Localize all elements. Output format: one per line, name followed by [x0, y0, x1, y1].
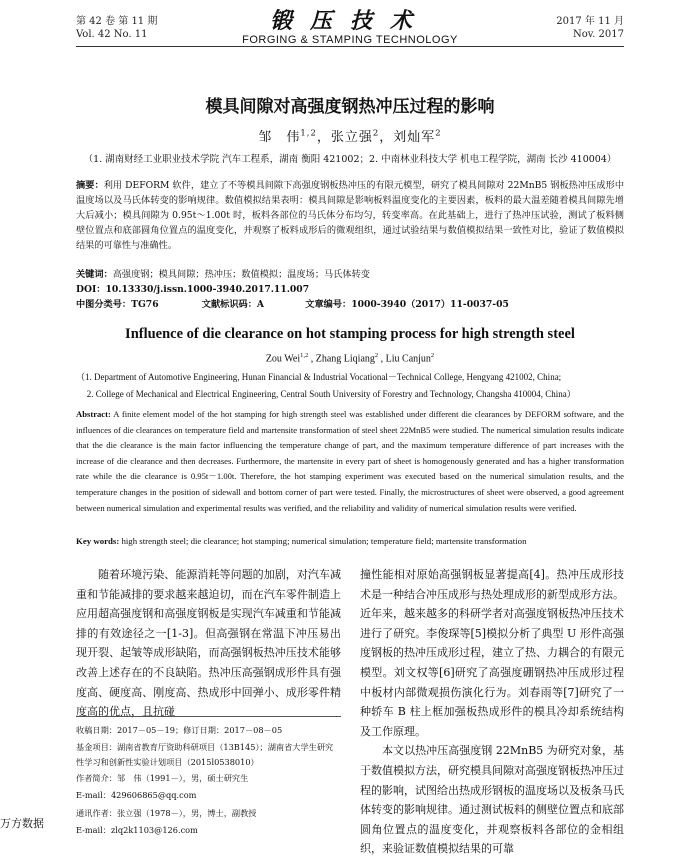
abstract-cn: [76, 178, 624, 253]
classification-line: [76, 297, 624, 312]
body-column-left: [76, 565, 341, 722]
abstract-cn-text: 利用 DEFORM 软件，建立了不等模具间隙下高强度钢板热冲压的有限元模型，研究了模具间隙对 22MnB5 钢板热冲压成形中温度场以及马氏体转变的影响规律。数值模拟结果表明：模具间隙是影响板料温度变化的主要因素，板料的最大温差随着模具间隙先增大后减小；模具间隙为 0.95t～1.00t 时，板料各部位的马氏体分布均匀，转变率高。在此基础上，进行了热冲压试验，测试了板料侧壁位置点和底部圆角位置点的温度变化，并观察了板料成形后的微观组织，通过试验结果与数值模拟结果一致性对比，验证了数值模拟结果的可靠性与准确性。: [76, 180, 625, 251]
paper-title-cn: 模具间隙对高强度钢热冲压过程的影响: [205, 97, 495, 117]
authors-en: Zou Wei$^{1,2}$ , Zhang Liqiang$^2$ , Liu Canjun$^2$: [265, 352, 435, 365]
authors-cn: 邹 伟$^{1,2}$，张立强$^2$，刘灿军$^2$: [258, 127, 442, 145]
abstract-en: [76, 407, 624, 516]
abstract-en-label: Abstract:: [76, 409, 111, 419]
footnote-email: E-mail：429606865@qq.com: [76, 790, 197, 800]
affiliation-cn: （1. 湖南财经工业职业技术学院 汽车工程系，湖南 衡阳 421002；2. 中南林业科技大学 机电工程学院，湖南 长沙 410004）: [83, 154, 617, 165]
date-cn: 2017 年 11 月: [556, 16, 624, 27]
keywords-en-label: Key words:: [76, 536, 120, 546]
journal-name-cn: 锻压技术: [269, 8, 430, 34]
body-paragraph: 随着环境污染、能源消耗等问题的加剧，对汽车减重和节能减排的要求越来越迫切，而在汽车零件制造上应用超高强度钢和高强度钢板是实现汽车减重和节能减排的有效途径之一[1-3]。但高强钢在常温下冲压易出现开裂、起皱等成形缺陷，而高强钢板热冲压技术能够改善上述存在的不良缺陷。热冲压高强钢成形件具有强度高、硬度高、刚度高、热成形中回弹小、成形零件精度高的优点，且抗碰: [76, 568, 341, 719]
footnote-fund: 基金项目：湖南省教育厅资助科研项目（13B145）；湖南省大学生研究性学习和创新性实验计划项目（2015l0538010）: [76, 741, 334, 767]
date-en: Nov. 2017: [572, 29, 624, 40]
doi-label: DOI：: [76, 284, 106, 295]
watermark: 万方数据: [0, 817, 44, 830]
abstract-en-text: A finite element model of the hot stamping for high strength steel was established under different die clearances by DEFORM software, and the influences of die clearances on temperature field and martensite transformation of steel sheet 22MnB5 were studied. The numerical simulation results indicate that the die clearance is the main factor influencing the temperature change of part, and the maximum temperature difference of part increases with the increase of die clearance and then decreases. Furthermore, the martensite in every part of sheet is homogenously generated and has a higher transformation rate while the die clearance is 0.95t－1.00t. Therefore, the hot stamping experiment was executed based on the numerical simulation results, and the temperature changes in the position of sidewall and bottom corner of part were tested. Finally, the microstructures of sheet were observed, a good agreement between numerical simulation and experimental results was verified, and the reliability and validity of numerical simulation results were verified.: [76, 409, 624, 513]
keywords-cn: [76, 267, 624, 282]
keywords-cn-label: 关键词：: [76, 269, 113, 280]
affiliation-en-line: 2. College of Mechanical and Electrical Engineering, Central South University of Forestry and Technology, Changsha 410004, China）: [86, 389, 576, 399]
doc-code-label: 文献标识码：: [201, 299, 257, 310]
volume-en: Vol. 42 No. 11: [76, 29, 148, 40]
body-paragraph: 本文以热冲压高强度钢 22MnB5 为研究对象，基于数值模拟方法，研究模具间隙对高强度钢板热冲压过程的影响，试图给出热成形钢板的温度场以及板条马氏体转变的影响规律。通过测试板料的侧壁位置点和底部圆角位置点的温度变化，并观察板料各部位的金相组织，来验证数值模拟结果的可靠: [360, 744, 624, 856]
footnote-corr-email: E-mail：zlq2k1103@126.com: [76, 825, 198, 835]
footnotes: [76, 722, 341, 840]
paper-title-en: Influence of die clearance on hot stamping process for high strength steel: [125, 326, 575, 342]
footnote-received: 收稿日期：2017－05－19；修订日期：2017－08－05: [76, 725, 283, 735]
clc-value: TG76: [131, 299, 159, 310]
header-rule: [76, 46, 624, 47]
doc-code-value: A: [256, 299, 265, 310]
article-no-label: 文章编号：: [305, 299, 352, 310]
affiliation-en: [76, 369, 624, 403]
clc-label: 中图分类号：: [76, 299, 132, 310]
footnote-rule: [76, 716, 341, 717]
abstract-cn-label: 摘要：: [76, 180, 104, 191]
keywords-cn-text: 高强度钢；模具间隙；热冲压；数值模拟；温度场；马氏体转变: [112, 269, 370, 280]
doi: [76, 282, 624, 297]
volume-cn: 第 42 卷 第 11 期: [76, 16, 158, 27]
footnote-corresponding: 通讯作者：张立强（1978－），男，博士，副教授: [76, 807, 257, 818]
body-paragraph: 撞性能相对原始高强钢板显著提高[4]。热冲压成形技术是一种结合冲压成形与热处理成形的新型成形方法。近年来，越来越多的科研学者对高强度钢板热冲压技术进行了研究。李俊琛等[5]模拟分析了典型 U 形件高强度钢板的热冲压成形过程，建立了热、力耦合的有限元模型。刘文权等[6]研究了高强度硼钢热冲压成形过程中板材内部微观损伤演化行为。刘春雨等[7]研究了一种轿车 B 柱上框加强板热成形件的模具冷却系统结构及工作原理。: [360, 568, 624, 738]
header-date: [556, 15, 624, 41]
keywords-en: [76, 536, 624, 546]
keywords-en-text: high strength steel; die clearance; hot stamping; numerical simulation; temperature field; martensite transformation: [119, 536, 527, 546]
affiliation-en-line: （1. Department of Automotive Engineering, Hunan Financial & Industrial Vocational－Technical College, Hengyang 421002, China;: [76, 372, 562, 382]
body-column-right: [360, 565, 624, 859]
doi-text: 10.13330/j.issn.1000-3940.2017.11.007: [105, 284, 310, 295]
journal-name-en: FORGING & STAMPING TECHNOLOGY: [242, 34, 458, 46]
article-no-value: 1000-3940（2017）11-0037-05: [351, 299, 509, 310]
footnote-author: 作者简介：邹 伟（1991－），男，硕士研究生: [76, 772, 249, 783]
